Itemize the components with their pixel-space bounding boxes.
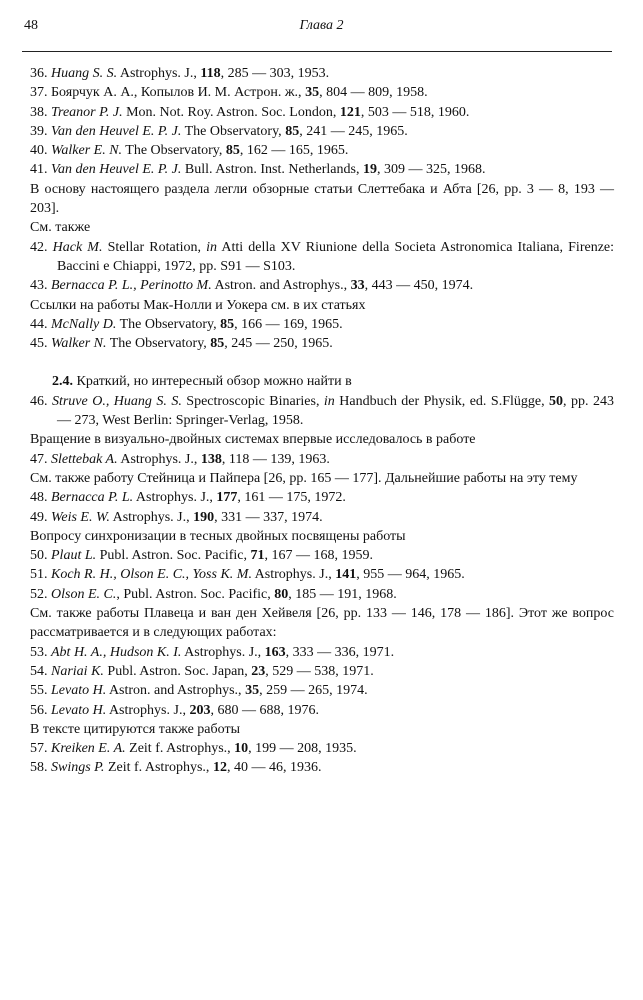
reference-55: 55. Levato H. Astron. and Astrophys., 35, 259 — 265, 1974.	[30, 683, 368, 699]
note-also-cited: В тексте цитируются также работы	[30, 721, 240, 737]
note-synchronization: Вопросу синхронизации в тесных двойных посвящены работы	[30, 528, 406, 544]
reference-57: 57. Kreiken E. A. Zeit f. Astrophys., 10, 199 — 208, 1935.	[30, 741, 357, 757]
reference-41: 41. Van den Heuvel E. P. J. Bull. Astron. Inst. Netherlands, 19, 309 — 325, 1968.	[30, 162, 486, 178]
reference-47: 47. Slettebak A. Astrophys. J., 138, 118 — 139, 1963.	[30, 451, 330, 467]
reference-48: 48. Bernacca P. L. Astrophys. J., 177, 161 — 175, 1972.	[30, 490, 346, 506]
reference-53: 53. Abt H. A., Hudson K. I. Astrophys. J., 163, 333 — 336, 1971.	[30, 644, 395, 660]
note-plavec-heuvel: См. также работы Плавеца и ван ден Хейвеля [26, pp. 133 — 146, 178 — 186]. Этот же вопрос рассматривается и в следующих работах:	[30, 606, 614, 641]
reference-58: 58. Swings P. Zeit f. Astrophys., 12, 40 — 46, 1936.	[30, 760, 322, 776]
reference-40: 40. Walker E. N. The Observatory, 85, 162 — 165, 1965.	[30, 143, 349, 159]
reference-36: 36. Huang S. S. Astrophys. J., 118, 285 — 303, 1953.	[30, 66, 330, 81]
reference-45: 45. Walker N. The Observatory, 85, 245 — 250, 1965.	[30, 336, 333, 352]
header-rule	[22, 51, 612, 52]
reference-list	[30, 64, 614, 778]
section-2-4-intro: 2.4. Краткий, но интересный обзор можно найти в	[52, 374, 352, 390]
note-see-also: См. также	[30, 220, 91, 236]
reference-39: 39. Van den Heuvel E. P. J. The Observatory, 85, 241 — 245, 1965.	[30, 123, 408, 139]
note-steinitz-pyper: См. также работу Стейница и Пайпера [26, pp. 165 — 177]. Дальнейшие работы на эту тему	[30, 470, 578, 486]
page-number: 48	[24, 18, 38, 33]
reference-56: 56. Levato H. Astrophys. J., 203, 680 — 688, 1976.	[30, 702, 319, 718]
reference-37: 37. Боярчук А. А., Копылов И. М. Астрон. ж., 35, 804 — 809, 1958.	[30, 85, 428, 101]
reference-42: 42. Hack M. Stellar Rotation, in Atti della XV Riunione della Societa Astronomica Italiana, Firenze: Baccini e Chiappi, 1972, pp. S91 — S103.	[30, 239, 615, 274]
note-visual-binaries: Вращение в визуально-двойных системах впервые исследовалось в работе	[30, 432, 476, 448]
reference-44: 44. McNally D. The Observatory, 85, 166 — 169, 1965.	[30, 316, 343, 332]
reference-38: 38. Treanor P. J. Mon. Not. Roy. Astron. Soc. London, 121, 503 — 518, 1960.	[30, 104, 470, 120]
reference-52: 52. Olson E. C., Publ. Astron. Soc. Pacific, 80, 185 — 191, 1968.	[30, 586, 397, 602]
reference-54: 54. Nariai K. Publ. Astron. Soc. Japan, 23, 529 — 538, 1971.	[30, 663, 374, 679]
reference-49: 49. Weis E. W. Astrophys. J., 190, 331 — 337, 1974.	[30, 509, 323, 525]
reference-51: 51. Koch R. H., Olson E. C., Yoss K. M. Astrophys. J., 141, 955 — 964, 1965.	[30, 567, 465, 583]
reference-43: 43. Bernacca P. L., Perinotto M. Astron. and Astrophys., 33, 443 — 450, 1974.	[30, 278, 474, 294]
reference-50: 50. Plaut L. Publ. Astron. Soc. Pacific, 71, 167 — 168, 1959.	[30, 548, 374, 564]
note-review-sources: В основу настоящего раздела легли обзорные статьи Слеттебака и Абта [26, pp. 3 — 8, 193 — 203].	[30, 181, 614, 217]
running-title: Глава 2	[299, 18, 344, 33]
reference-46: 46. Struve O., Huang S. S. Spectroscopic Binaries, in Handbuch der Physik, ed. S.Flügge, 50, pp. 243 — 273, West Berlin: Springer-Verlag, 1958.	[30, 393, 614, 429]
section-gap	[30, 353, 614, 372]
note-mcnally-walker: Ссылки на работы Мак-Нолли и Уокера см. в их статьях	[30, 297, 366, 313]
